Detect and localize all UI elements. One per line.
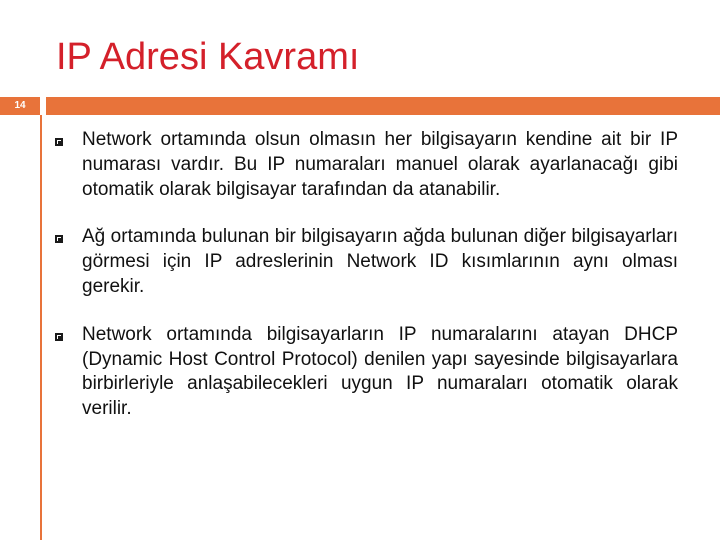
bullet-list [50,128,678,445]
header-accent-bar [46,97,720,115]
bullet-text: Ağ ortamında bulunan bir bilgisayarın ağda bulunan diğer bilgisayarları görmesi için IP adreslerinin Network ID kısımlarının aynı olması gerekir. [82,226,678,297]
left-accent-rule [40,115,42,540]
bullet-item [50,323,678,422]
slide-title: IP Adresi Kavramı [56,36,360,78]
bullet-text: Network ortamında bilgisayarların IP numaralarını atayan DHCP (Dynamic Host Control Protocol) denilen yapı sayesinde bilgisayarlara birbirleriyle anlaşabilecekleri uygun IP numaraları otomatik olarak verilir. [82,323,678,420]
square-bullet-icon [55,138,63,146]
bullet-text: Network ortamında olsun olmasın her bilgisayarın kendine ait bir IP numarası vardır. Bu IP numaraları manuel olarak ayarlanacağı gibi otomatik olarak bilgisayar tarafından da atanabilir. [82,129,678,200]
slide-number: 14 [14,100,26,111]
bullet-item [50,225,678,299]
square-bullet-icon [55,333,63,341]
bullet-item [50,128,678,202]
square-bullet-icon [55,235,63,243]
